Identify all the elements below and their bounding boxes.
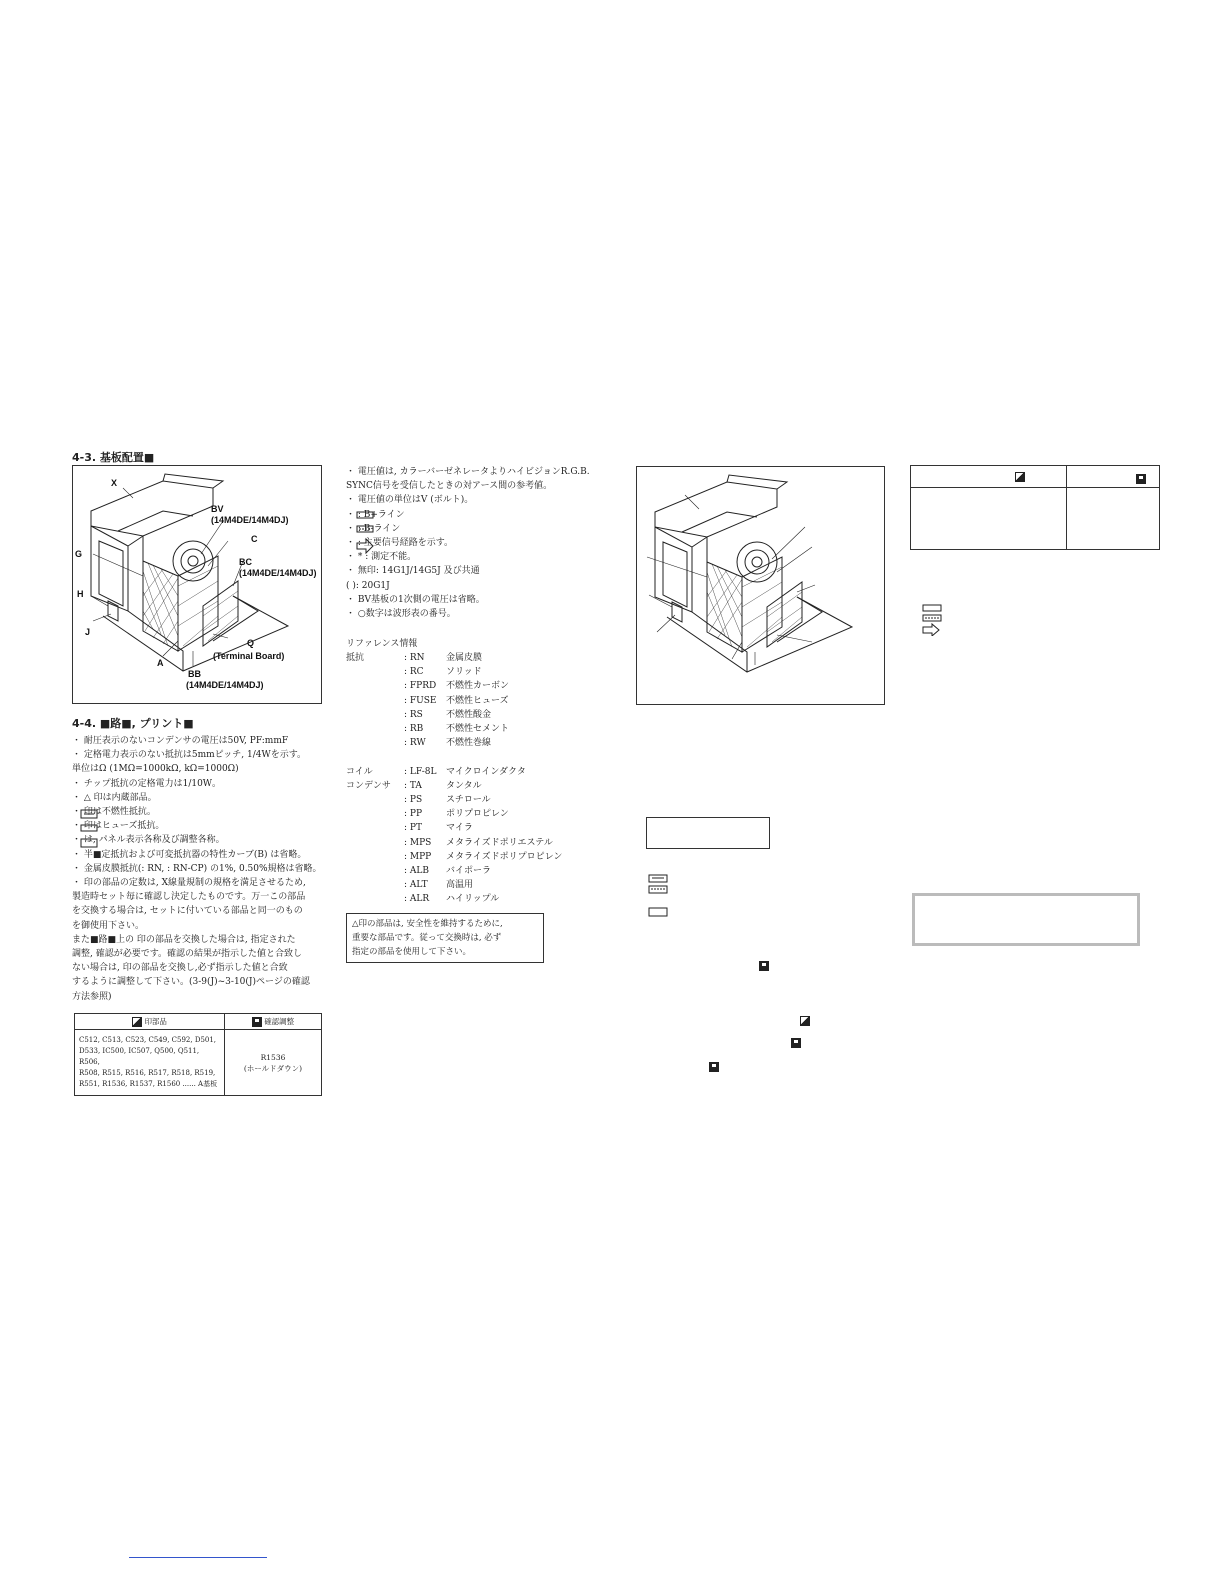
reference-row: [346, 750, 606, 764]
note-line: ・ 半■定抵抗および可変抵抗器の特性カーブ(B) は省略。: [72, 849, 307, 860]
voltage-notes: [346, 465, 606, 621]
reference-row: : FUSE 不燃性ヒューズ: [404, 695, 509, 706]
schematic-notes: [72, 734, 327, 1004]
table-header-parts: 印部品: [75, 1014, 225, 1030]
note-line: 単位はΩ (1MΩ=1000kΩ, kΩ=1000Ω): [72, 764, 239, 775]
note-line: ・ 印はヒューズ抵抗。: [72, 821, 165, 832]
reference-row: : RB 不燃性セメント: [404, 724, 510, 735]
table-adjust-cell: R1536 (ホールドダウン): [225, 1030, 322, 1096]
note-line: ・ は, パネル表示各称及び調整各称。: [72, 835, 225, 846]
parts-table: [74, 1013, 322, 1096]
line-symbols-icon-right: [922, 604, 944, 636]
note-line: を御使用下さい。: [72, 920, 145, 931]
reference-row: 抵抗 : RN 金属皮膜: [346, 653, 483, 663]
voltage-note-line: ・ ○数字は波形表の番号。: [346, 609, 456, 620]
marked-part-icon: [1015, 472, 1025, 482]
label-bb-model: (14M4DE/14M4DJ): [186, 680, 264, 690]
label-bc-model: (14M4DE/14M4DJ): [239, 568, 317, 578]
board-layout-figure: [72, 465, 322, 704]
reference-row: コイル : LF-8L マイクロインダクタ: [346, 766, 526, 777]
reference-table: [346, 651, 606, 907]
safety-warning-box: [346, 913, 544, 963]
reference-row: : ALB バイポーラ: [404, 866, 492, 877]
voltage-note-line: ・ : B-ライン: [346, 523, 401, 534]
reference-row: : MPS メタライズドポリエステル: [404, 837, 553, 848]
note-line: ・ 定格電力表示のない抵抗は5mmピッチ, 1/4Wを示す。: [72, 750, 307, 761]
note-line: 製造時セット毎に確認し決定したものです。万一この部品: [72, 892, 306, 903]
label-x: X: [111, 478, 118, 488]
reference-row: : PT マイラ: [404, 823, 473, 834]
reference-row: : FPRD 不燃性カーボン: [404, 681, 510, 692]
link-underline: [129, 1557, 267, 1558]
resistor-symbols-icon: [80, 808, 100, 848]
voltage-note-line: SYNC信号を受信したときの対アース間の参考値。: [346, 481, 553, 492]
label-q-terminal-board: (Terminal Board): [213, 651, 285, 661]
label-q: Q: [247, 638, 255, 648]
voltage-note-line: ・ : 主要信号経路を示す。: [346, 538, 454, 549]
note-line: するように調整して下さい。(3-9(J)~3-10(J)ページの確認: [72, 977, 310, 988]
reference-row: コンデンサ : TA タンタル: [346, 780, 482, 791]
label-h: H: [77, 589, 84, 599]
reference-title: リファレンス情報: [346, 639, 418, 649]
warning-line: 重要な部品です。従って交換時は, 必ず: [352, 933, 502, 943]
grey-empty-box: [912, 893, 1140, 946]
legend-symbols-icon: [648, 873, 670, 919]
reference-row: : ALR ハイリップル: [404, 894, 500, 905]
note-line: 調整, 確認が必要です。確認の結果が指示した値と合致し: [72, 949, 303, 960]
adjust-check-icon: [791, 1038, 801, 1048]
voltage-note-line: ・ BV基板の1次側の電圧は省略。: [346, 594, 485, 605]
note-line: ・ 耐圧表示のないコンデンサの電圧は50V, PF:mmF: [72, 736, 289, 746]
label-bc: BC: [239, 557, 252, 567]
reference-row: : RS 不燃性酸金: [404, 709, 492, 720]
label-c: C: [251, 534, 258, 544]
note-line: ・ 印の部品の定数は, X線量規制の規格を満足させるため,: [72, 878, 306, 889]
tv-chassis-drawing: [73, 466, 321, 703]
right-table-frame: [910, 465, 1160, 550]
adjust-check-icon: [759, 961, 769, 971]
marked-part-icon: [800, 1016, 810, 1026]
reference-row: : RC ソリッド: [404, 667, 482, 678]
reference-row: : ALT 高温用: [404, 880, 474, 891]
note-line: 方法参照): [72, 991, 112, 1002]
note-line: を交換する場合は, セットに付いている部品と同一のもの: [72, 906, 303, 917]
note-line: ・ 印は不燃性抵抗。: [72, 807, 156, 818]
board-layout-figure-right: [636, 466, 885, 705]
note-line: ・ チップ抵抗の定格電力は1/10W。: [72, 778, 222, 789]
label-bv-model: (14M4DE/14M4DJ): [211, 515, 289, 525]
reference-row: : MPP メタライズドポリプロピレン: [404, 851, 563, 862]
reference-row: : PP ポリプロピレン: [404, 809, 509, 820]
tv-chassis-drawing-right: [637, 467, 884, 704]
reference-row: : PS スチロール: [404, 795, 491, 806]
section-4-3-heading: 4-3. 基板配置■: [72, 451, 155, 464]
voltage-note-line: ・ * : 測定不能。: [346, 552, 417, 563]
label-a: A: [157, 658, 164, 668]
reference-row: : RW 不燃性巻線: [404, 738, 492, 749]
note-line: ・ △ 印は内蔵部品。: [72, 792, 157, 803]
note-line: また■路■上の 印の部品を交換した場合は, 指定された: [72, 934, 296, 945]
label-g: G: [75, 549, 83, 559]
empty-box: [646, 817, 770, 849]
voltage-note-line: ・ 無印: 14G1J/14G5J 及び共通: [346, 566, 480, 577]
warning-line: 指定の部品を使用して下さい。: [352, 947, 472, 957]
label-bv: BV: [211, 504, 224, 514]
label-bb: BB: [188, 669, 201, 679]
voltage-note-line: ・ 電圧値の単位はV (ボルト)。: [346, 495, 474, 506]
voltage-note-line: ( ): 20G1J: [346, 580, 390, 591]
note-line: ない場合は, 印の部品を交換し,必ず指示した値と合致: [72, 963, 288, 974]
adjust-check-icon: [709, 1062, 719, 1072]
voltage-note-line: ・ : B+ライン: [346, 509, 405, 520]
marked-part-icon: [132, 1017, 142, 1027]
section-4-4-heading: 4-4. ■路■, プリント■: [72, 717, 194, 730]
label-j: J: [85, 627, 91, 637]
warning-line: △印の部品は, 安全性を維持するために,: [352, 919, 503, 929]
adjust-check-icon: [252, 1017, 262, 1027]
table-parts-cell: C512, C513, C523, C549, C592, D501, D533, IC500, IC507, Q500, Q511, R506, R508, R515, R516, R517, R518, R519, R551, R1536, R1537, R1560 ...... A基板: [75, 1030, 225, 1096]
line-symbols-icon: [356, 510, 376, 554]
voltage-note-line: ・ 電圧値は, カラーバーゼネレータよりハイビジョンR.G.B.: [346, 467, 590, 477]
adjust-check-icon: [1136, 474, 1146, 484]
table-header-adjust: 確認調整: [225, 1014, 322, 1030]
note-line: ・ 金属皮膜抵抗(: RN, : RN-CP) の1%, 0.50%規格は省略。: [72, 863, 322, 874]
